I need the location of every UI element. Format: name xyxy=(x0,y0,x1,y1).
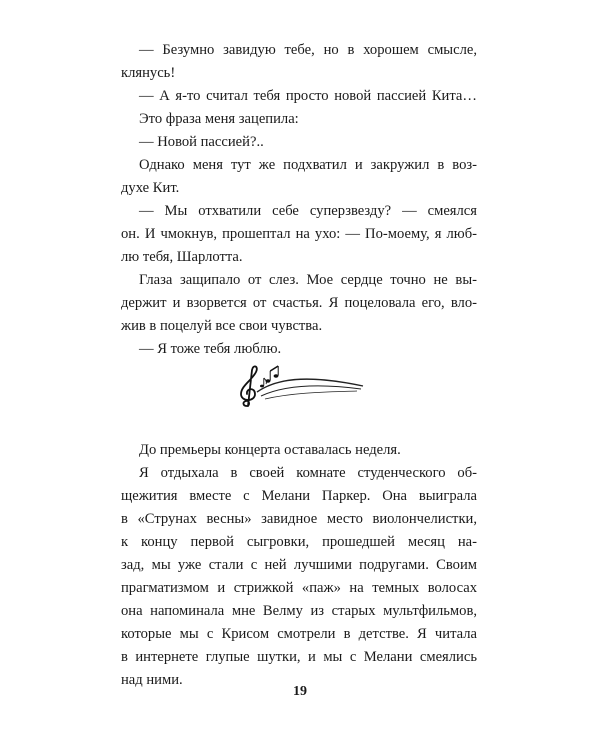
text-line: лю тебя, Шарлотта. xyxy=(121,249,243,265)
text-line: — Я тоже тебя люблю. xyxy=(139,341,282,357)
text-line: клянусь! xyxy=(121,65,176,81)
text-line: которые мы с Крисом смотрели в детстве. Я читала xyxy=(121,626,477,642)
text-line: в интернете глупые шутки, и мы с Мелани смеялись xyxy=(121,649,477,665)
text-line: к концу первой сыгровки, прошедшей месяц на- xyxy=(121,534,477,550)
text-line: — Новой пассией?.. xyxy=(139,134,264,150)
text-line: Я отдыхала в своей комнате студенческого об- xyxy=(139,465,477,481)
text-line: щежития вместе с Мелани Паркер. Она выиграла xyxy=(121,488,477,504)
text-line: прагматизмом и стрижкой «паж» на темных волосах xyxy=(121,580,477,596)
text-line: Это фраза меня зацепила: xyxy=(139,111,299,127)
text-line: держит и взорвется от счастья. Я поцеловала его, вло- xyxy=(121,295,477,311)
text-line: над ними. xyxy=(121,672,183,688)
text-line: — Безумно завидую тебе, но в хорошем смысле, xyxy=(139,42,477,58)
text-line: Однако меня тут же подхватил и закружил в воз- xyxy=(139,157,477,173)
text-line: жив в поцелуй все свои чувства. xyxy=(121,318,323,334)
text-line: Глаза защипало от слез. Мое сердце точно не вы- xyxy=(139,272,477,288)
treble-clef-music-notes-icon xyxy=(235,362,365,412)
text-line: духе Кит. xyxy=(121,180,180,196)
text-block-top xyxy=(121,39,477,361)
text-line: До премьеры концерта оставалась неделя. xyxy=(139,442,401,458)
text-line: она напоминала мне Велму из старых мультфильмов, xyxy=(121,603,477,619)
text-line: в «Струнах весны» завидное место виолончелистки, xyxy=(121,511,477,527)
text-line: зад, мы уже стали с ней лучшими подругами. Своим xyxy=(121,557,477,573)
text-line: — Мы отхватили себе суперзвезду? — смеялся xyxy=(139,203,477,219)
text-line: он. И чмокнув, прошептал на ухо: — По-моему, я люб- xyxy=(121,226,477,242)
page-number: 19 xyxy=(293,684,307,699)
text-block-bottom xyxy=(121,439,477,692)
text-line: — А я-то считал тебя просто новой пассией Кита… xyxy=(139,88,477,104)
